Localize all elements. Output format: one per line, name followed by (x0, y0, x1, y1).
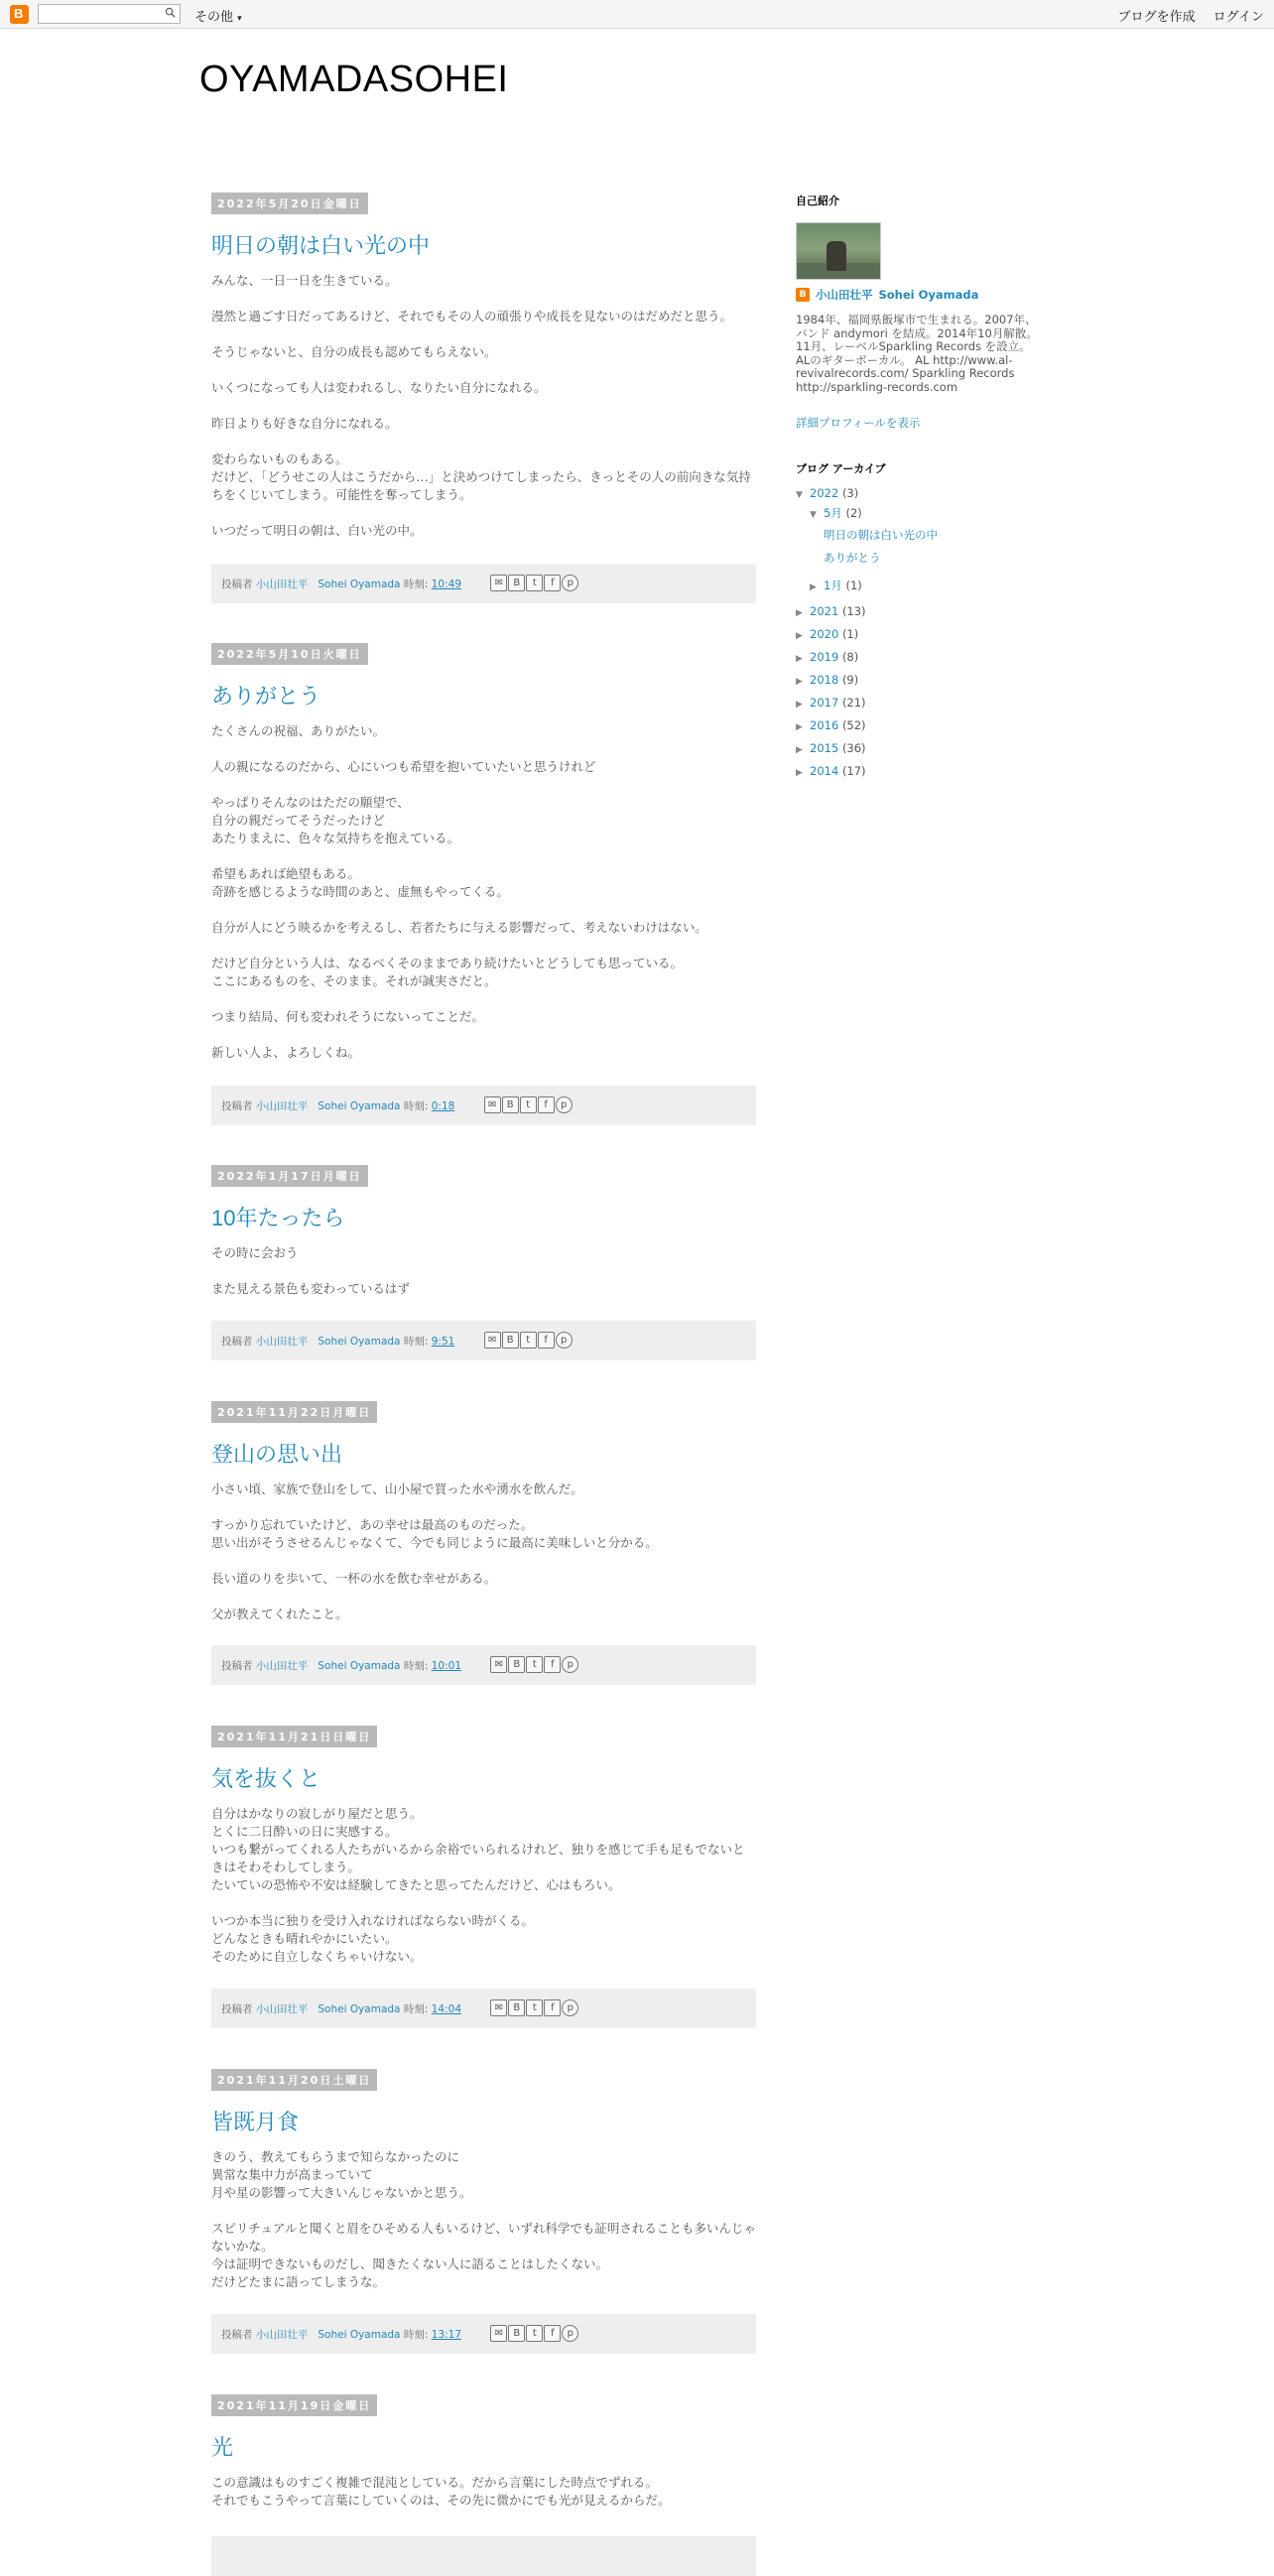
post-title[interactable]: 気を抜くと (211, 1766, 321, 1791)
blogger-profile-icon: B (796, 288, 810, 302)
post-time-link[interactable]: 13:17 (431, 2329, 461, 2341)
post-time-link[interactable]: 10:01 (431, 1660, 461, 1672)
triangle-right-icon[interactable]: ▶ (796, 700, 803, 709)
blog-title[interactable]: OYAMADASOHEI (199, 59, 509, 100)
archive-item-may[interactable]: ▼ 5月 (2) (810, 506, 862, 520)
triangle-right-icon[interactable]: ▶ (796, 631, 803, 641)
date-header: 2021年11月21日日曜日 (211, 1726, 377, 1747)
chevron-down-icon: ▾ (237, 14, 242, 24)
archive-item-2022[interactable]: ▼ 2022 (3) (796, 486, 859, 500)
post-body: この意識はものすごく複雑で混沌としている。だから言葉にした時点でずれる。 それでもこうやって言葉にしていくのは、その先に微かにでも光が見えるからだ。 (211, 2475, 671, 2508)
time-label: 時刻: (403, 1660, 429, 1672)
more-menu[interactable] (194, 6, 242, 25)
blog-this-icon[interactable]: B (508, 1656, 525, 1673)
post-footer (211, 2536, 756, 2576)
facebook-icon[interactable]: f (538, 1332, 555, 1349)
post-time-link[interactable]: 14:04 (431, 2003, 461, 2015)
twitter-icon[interactable]: t (526, 2325, 543, 2342)
post-body: 自分はかなりの寂しがり屋だと思う。 とくに二日酔いの日に実感する。 いつも繋がってくれる人たちがいるから余裕でいられるけれど、独りを感じて手も足もでないときはそわそわしてしまう。 たいていの恐怖や不安は経験してきたと思ってたんだけど、心はもろい。 いつか本当に独りを受け入れなければならない時がくる。 どんなときも晴れやかにいたい。 そのために自立しなくちゃいけない。 (211, 1806, 745, 1964)
email-icon[interactable]: ✉ (484, 1332, 501, 1349)
archive-item-2018[interactable]: ▶ 2018 (9) (796, 673, 859, 687)
blog-this-icon[interactable]: B (502, 1332, 519, 1349)
time-label: 時刻: (403, 2329, 429, 2341)
share-buttons (490, 1656, 578, 1673)
twitter-icon[interactable]: t (520, 1332, 537, 1349)
post-body: 小さい頃、家族で登山をして、山小屋で買った水や湧水を飲んだ。 すっかり忘れていたけど、あの幸せは最高のものだった。 思い出がそうさせるんじゃなくて、今でも同じように最高に美味しいと分かる。 長い道のりを歩いて、一杯の水を飲む幸せがある。 父が教えてくれたこと。 (211, 1481, 658, 1621)
search-icon[interactable] (165, 7, 176, 18)
twitter-icon[interactable]: t (520, 1096, 537, 1113)
post-footer (211, 1645, 756, 1685)
email-icon[interactable]: ✉ (490, 2325, 507, 2342)
twitter-icon[interactable]: t (526, 575, 543, 591)
posted-by-label: 投稿者 (221, 1660, 253, 1672)
date-header: 2022年5月20日金曜日 (211, 193, 368, 214)
author-link[interactable]: 小山田壮平 (255, 579, 309, 590)
archive-item-2019[interactable]: ▶ 2019 (8) (796, 650, 859, 664)
post (211, 2394, 756, 2510)
blog-this-icon[interactable]: B (508, 575, 525, 591)
triangle-right-icon[interactable]: ▶ (796, 654, 803, 664)
post-body: みんな、一日一日を生きている。 漫然と過ごす日だってあるけど、それでもその人の頑張りや成長を見ないのはだめだと思う。 そうじゃないと、自分の成長も認めてもらえない。 いくつになっても人は変われるし、なりたい自分になれる。 昨日よりも好きな自分になれる。 変わらないものもある。 だけど、「どうせこの人はこうだから…」と決めつけてしまったら、きっとその人の前向きな気持ちをくじいてしまう。可能性を奪ってしまう。 いつだって明日の朝は、白い光の中。 (211, 273, 751, 538)
triangle-right-icon[interactable]: ▶ (796, 722, 803, 732)
archive-item-2015[interactable]: ▶ 2015 (36) (796, 741, 866, 755)
post-footer (211, 1989, 756, 2028)
triangle-right-icon[interactable]: ▶ (796, 677, 803, 687)
pinterest-icon[interactable]: p (562, 1656, 578, 1673)
facebook-icon[interactable]: f (544, 1999, 561, 2016)
posted-by-label: 投稿者 (221, 2329, 253, 2341)
post-footer (211, 2314, 756, 2354)
blog-this-icon[interactable]: B (508, 2325, 525, 2342)
post (211, 1401, 756, 1623)
share-buttons (484, 1332, 573, 1349)
post-title[interactable]: 登山の思い出 (211, 1442, 343, 1467)
post-title[interactable]: ありがとう (211, 684, 321, 708)
archive-item-2021[interactable]: ▶ 2021 (13) (796, 604, 866, 618)
blog-this-icon[interactable]: B (502, 1096, 519, 1113)
twitter-icon[interactable]: t (526, 1999, 543, 2016)
logo-letter: B (14, 6, 24, 21)
post-time-link[interactable]: 10:49 (431, 579, 461, 590)
email-icon[interactable]: ✉ (490, 575, 507, 591)
post-footer (211, 1086, 756, 1125)
pinterest-icon[interactable]: p (562, 1999, 578, 2016)
date-header: 2022年1月17日月曜日 (211, 1165, 368, 1187)
author-link-en[interactable]: Sohei Oyamada (318, 1100, 401, 1112)
pinterest-icon[interactable]: p (556, 1332, 573, 1349)
triangle-down-icon[interactable]: ▼ (810, 510, 817, 520)
triangle-right-icon[interactable]: ▶ (810, 582, 817, 592)
post-body: その時に会おう また見える景色も変わっているはず (211, 1245, 410, 1296)
author-link[interactable]: 小山田壮平 (255, 1336, 309, 1348)
share-buttons (490, 2325, 578, 2342)
archive-item-2014[interactable]: ▶ 2014 (17) (796, 764, 866, 778)
profile-name-ja[interactable]: 小山田壮平 (816, 288, 873, 302)
pinterest-icon[interactable]: p (562, 2325, 578, 2342)
profile-description: 1984年、福岡県飯塚市で生まれる。2007年、バンド andymori を結成。2014年10月解散。11月、レーベルSparkling Records を設立。ALのギターボーカル。 AL http://www.al-revivalrecords.com/ Sparkling Records http://sparkling-records.com (796, 313, 1038, 394)
post-title[interactable]: 10年たったら (211, 1206, 345, 1230)
date-header: 2021年11月20日土曜日 (211, 2069, 377, 2091)
email-icon[interactable]: ✉ (490, 1999, 507, 2016)
post-footer (211, 564, 756, 603)
facebook-icon[interactable]: f (544, 1656, 561, 1673)
post-title[interactable]: 皆既月食 (211, 2110, 300, 2134)
author-link[interactable]: 小山田壮平 (255, 2003, 309, 2015)
post (211, 193, 756, 540)
time-label: 時刻: (403, 1100, 429, 1112)
facebook-icon[interactable]: f (544, 2325, 561, 2342)
post (211, 1726, 756, 1966)
author-link-en[interactable]: Sohei Oyamada (318, 579, 401, 590)
post-title[interactable]: 明日の朝は白い光の中 (211, 233, 431, 258)
triangle-right-icon[interactable]: ▶ (796, 608, 803, 618)
archive-post-link[interactable]: ありがとう (824, 551, 881, 565)
sidebar (796, 193, 1054, 778)
post (211, 1165, 756, 1298)
post-time-link[interactable]: 9:51 (431, 1336, 455, 1348)
posted-by-label: 投稿者 (221, 579, 253, 590)
archive-item-2020[interactable]: ▶ 2020 (1) (796, 627, 859, 641)
posted-by-label: 投稿者 (221, 1336, 253, 1348)
more-label: その他 (194, 10, 234, 25)
post-time-link[interactable]: 0:18 (431, 1100, 455, 1112)
posted-by-label: 投稿者 (221, 1100, 253, 1112)
profile-heading: 自己紹介 (796, 194, 839, 207)
share-buttons (484, 1096, 573, 1113)
archive-item-2017[interactable]: ▶ 2017 (21) (796, 696, 866, 709)
create-blog-link[interactable]: ブログを作成 (1117, 10, 1196, 25)
author-link[interactable]: 小山田壮平 (255, 1660, 309, 1672)
post-footer (211, 1321, 756, 1360)
archive-heading: ブログ アーカイブ (796, 462, 886, 475)
archive-item-2016[interactable]: ▶ 2016 (52) (796, 718, 866, 732)
facebook-icon[interactable]: f (544, 575, 561, 591)
author-link-en[interactable]: Sohei Oyamada (318, 1336, 401, 1348)
date-header: 2021年11月22日月曜日 (211, 1401, 377, 1423)
pinterest-icon[interactable]: p (556, 1096, 573, 1113)
triangle-right-icon[interactable]: ▶ (796, 768, 803, 778)
profile-name-en[interactable]: Sohei Oyamada (878, 288, 979, 302)
search-input[interactable] (38, 4, 181, 24)
post (211, 643, 756, 1062)
post-body: きのう、教えてもらうまで知らなかったのに 異常な集中力が高まっていて 月や星の影響って大きいんじゃないかと思う。 スピリチュアルと聞くと眉をひそめる人もいるけど、いずれ科学でも証明されることも多いんじゃないかな。 今は証明できないものだし、聞きたくない人に語ることはしたくない。 だけどたまに語ってしまうな。 (211, 2149, 756, 2289)
date-header: 2022年5月10日火曜日 (211, 643, 368, 665)
time-label: 時刻: (403, 1336, 429, 1348)
post-title[interactable]: 光 (211, 2435, 234, 2460)
archive-post-link[interactable]: 明日の朝は白い光の中 (824, 528, 938, 542)
share-buttons (490, 575, 578, 591)
post-body: たくさんの祝福、ありがたい。 人の親になるのだから、心にいつも希望を抱いていたいと思うけれど やっぱりそんなのはただの願望で、 自分の親だってそうだったけど あたりまえに、色々な気持ちを抱えている。 希望もあれば絶望もある。 奇跡を感じるような時間のあと、虚無もやってくる。 自分が人にどう映るかを考えるし、若者たちに与える影響だって、考えないわけはない。 だけど自分という人は、なるべくそのままであり続けたいとどうしても思っている。 ここにあるものを、そのまま。それが誠実さだと。 つまり結局、何も変われそうにないってことだ。 新しい人よ、よろしくね。 (211, 723, 707, 1060)
share-buttons (490, 1999, 578, 2016)
triangle-right-icon[interactable]: ▶ (796, 745, 803, 755)
author-link-en[interactable]: Sohei Oyamada (318, 1660, 401, 1672)
blogger-navbar (0, 0, 1274, 29)
author-link[interactable]: 小山田壮平 (255, 1100, 309, 1112)
twitter-icon[interactable]: t (526, 1656, 543, 1673)
profile-photo[interactable] (796, 222, 881, 280)
email-icon[interactable]: ✉ (490, 1656, 507, 1673)
email-icon[interactable]: ✉ (484, 1096, 501, 1113)
time-label: 時刻: (403, 579, 429, 590)
blog-this-icon[interactable]: B (508, 1999, 525, 2016)
posted-by-label: 投稿者 (221, 2003, 253, 2015)
author-link[interactable]: 小山田壮平 (255, 2329, 309, 2341)
triangle-down-icon[interactable]: ▼ (796, 490, 803, 500)
author-link-en[interactable]: Sohei Oyamada (318, 2329, 401, 2341)
archive-item-jan[interactable]: ▶ 1月 (1) (810, 579, 862, 592)
pinterest-icon[interactable]: p (562, 575, 578, 591)
facebook-icon[interactable]: f (538, 1096, 555, 1113)
view-full-profile-link[interactable]: 詳細プロフィールを表示 (796, 416, 921, 430)
post (211, 2069, 756, 2291)
time-label: 時刻: (403, 2003, 429, 2015)
author-link-en[interactable]: Sohei Oyamada (318, 2003, 401, 2015)
date-header: 2021年11月19日金曜日 (211, 2394, 377, 2416)
blogger-logo-icon[interactable] (10, 5, 29, 24)
login-link[interactable]: ログイン (1212, 10, 1264, 25)
